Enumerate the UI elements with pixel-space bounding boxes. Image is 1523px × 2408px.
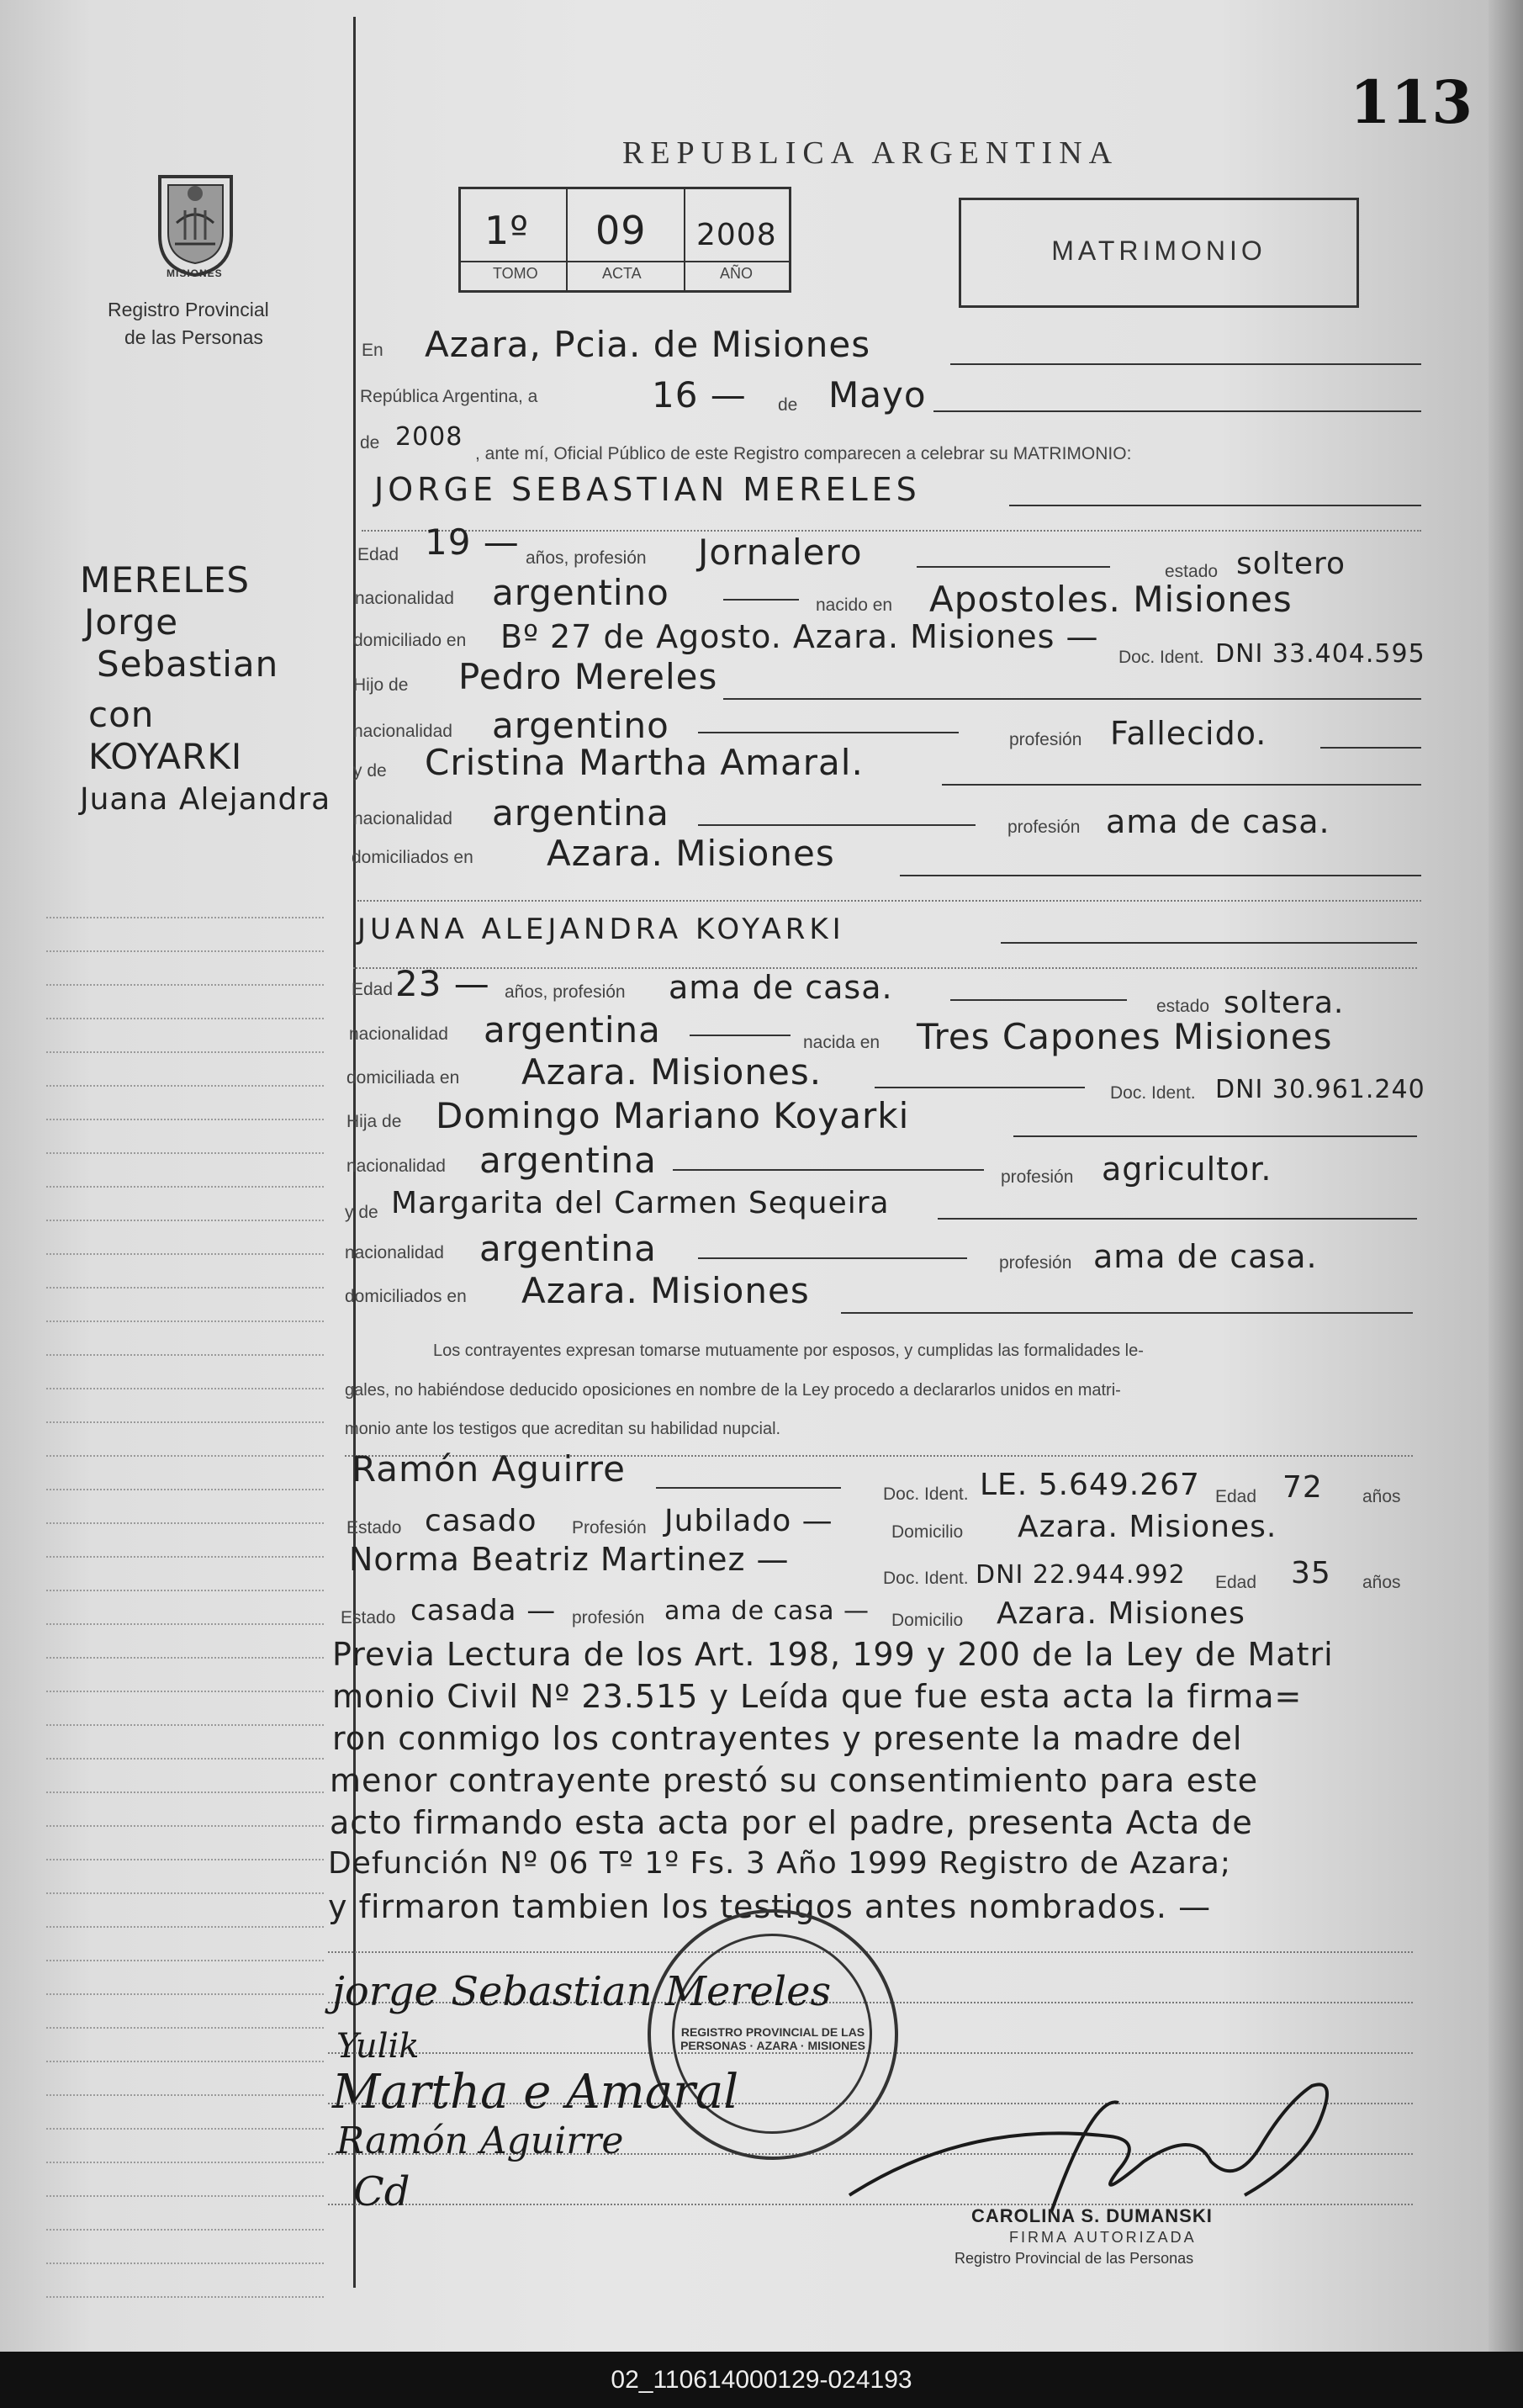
bride-nationality: argentina [484,1009,661,1051]
groom-mother-nac: argentina [492,792,669,834]
groom-dom-label: domiciliado en [353,631,467,650]
signature-witness-1: Ramón Aguirre [336,2120,624,2162]
groom-mother: Cristina Martha Amaral. [425,742,864,783]
bride-profession: ama de casa. [669,969,893,1006]
groom-mother-nac-label: nacionalidad [353,809,452,828]
witness-2-name: Norma Beatriz Martinez — [349,1541,790,1578]
record-type-box [959,198,1359,308]
tomo-acta-box [458,187,791,293]
notes-line-5: acto firmando esta acta por el padre, presenta Acta de [330,1804,1253,1841]
notes-line-4: menor contrayente prestó su consentimiento para este [330,1762,1259,1799]
en-label: En [362,341,383,360]
bride-parents-dom: Azara. Misiones [521,1270,810,1311]
groom-edad-label: Edad [357,545,399,564]
groom-hijo-label: Hijo de [353,675,409,695]
bride-mother-nac: argentina [479,1228,657,1269]
witness-1-age: 72 [1282,1470,1323,1505]
groom-father: Pedro Mereles [458,656,718,697]
bride-yde-label: y de [345,1203,378,1222]
place-value: Azara, Pcia. de Misiones [425,324,871,365]
witness-1-edad-label: Edad [1215,1487,1257,1506]
groom-mother-prof-label: profesión [1007,818,1081,837]
groom-domicile: Bº 27 de Agosto. Azara. Misiones — [500,618,1099,655]
groom-profession: Jornalero [698,532,863,573]
bride-doc: DNI 30.961.240 [1215,1075,1425,1104]
groom-name: JORGE SEBASTIAN MERELES [374,471,921,508]
bride-mother-prof: ama de casa. [1093,1238,1318,1275]
country-title: REPUBLICA ARGENTINA [622,135,1119,171]
registry-line-2: de las Personas [124,326,263,348]
bride-domicile: Azara. Misiones. [521,1051,822,1093]
witness-2-anos-label: años [1362,1573,1401,1592]
notes-line-2: monio Civil Nº 23.515 y Leída que fue esta acta la firma= [332,1678,1303,1715]
margin-note-5: KOYARKI [88,736,243,777]
official-registry: Registro Provincial de las Personas [955,2250,1194,2267]
margin-note-3: Sebastian [97,643,279,685]
groom-father-nac: argentino [492,705,669,746]
tomo-value: 1º [484,208,529,253]
witness-1-prof-label: Profesión [572,1518,647,1537]
witness-1-name: Ramón Aguirre [352,1448,626,1490]
margin-rule [353,17,356,2288]
republica-label: República Argentina, a [360,387,538,406]
witness-2-dom-label: Domicilio [891,1611,964,1630]
groom-nacido-label: nacido en [816,595,893,615]
witness-2-estado-label: Estado [341,1608,396,1627]
margin-note-2: Jorge [84,601,179,643]
signature-mother: Martha e Amaral [332,2065,739,2120]
signature-groom: jorge Sebastian Mereles [332,1968,832,2015]
bride-prof-label: años, profesión [505,982,626,1002]
groom-parents-dom: Azara. Misiones [547,833,835,874]
page-edge [1489,0,1523,2352]
witness-2-doc-label: Doc. Ident. [883,1569,969,1588]
bride-status: soltera. [1224,986,1345,1020]
acta-value: 09 [595,208,647,253]
notes-line-1: Previa Lectura de los Art. 198, 199 y 200 de la Ley de Matri [332,1636,1334,1673]
witness-2-edad-label: Edad [1215,1573,1257,1592]
notes-line-7: y firmaron tambien los testigos antes nombrados. — [328,1888,1212,1925]
seal-label: MISIONES [167,267,223,279]
bride-name: JUANA ALEJANDRA KOYARKI [357,913,845,946]
witness-2-age: 35 [1291,1556,1331,1590]
official-name: CAROLINA S. DUMANSKI [971,2205,1213,2226]
witness-2-status: casada — [410,1594,557,1627]
bride-father: Domingo Mariano Koyarki [436,1095,910,1136]
bride-father-nac: argentina [479,1140,657,1181]
bride-birthplace: Tres Capones Misiones [917,1016,1333,1057]
day-value: 16 — [652,374,747,415]
bride-hija-label: Hija de [346,1112,402,1131]
bride-dom-label: domiciliada en [346,1068,460,1088]
groom-status: soltero [1236,547,1346,581]
groom-age: 19 — [425,521,520,563]
groom-father-prof-label: profesión [1009,730,1082,749]
declaration-line-3: monio ante los testigos que acreditan su habilidad nupcial. [345,1420,781,1438]
groom-prof-label: años, profesión [526,548,647,568]
groom-doms-label: domiciliados en [352,848,473,867]
witness-2-profession: ama de casa — [664,1596,870,1626]
declaration-line-1: Los contrayentes expresan tomarse mutuamente por esposos, y cumplidas las formalidades le- [433,1342,1144,1360]
bride-edad-label: Edad [352,980,394,999]
margin-note-1: MERELES [80,559,251,601]
bride-father-nac-label: nacionalidad [346,1156,446,1176]
tomo-label: TOMO [493,265,538,282]
witness-1-doc-label: Doc. Ident. [883,1484,969,1504]
signature-bride: Yulik [336,2027,420,2066]
official-title: FIRMA AUTORIZADA [1009,2229,1197,2246]
witness-1-dom-label: Domicilio [891,1522,964,1542]
groom-yde-label: y de [353,761,387,781]
groom-nac-label: nacionalidad [355,589,454,608]
page-number: 113 [1350,67,1473,137]
witness-1-anos-label: años [1362,1487,1401,1506]
witness-1-profession: Jubilado — [664,1504,833,1538]
registry-line-1: Registro Provincial [108,299,269,320]
stamp-text: REGISTRO PROVINCIAL DE LAS PERSONAS · AZARA · MISIONES [680,2025,865,2052]
groom-father-nac-label: nacionalidad [353,722,452,741]
bride-father-prof-label: profesión [1001,1167,1074,1187]
witness-2-doc: DNI 22.944.992 [976,1560,1186,1590]
bride-age: 23 — [395,963,490,1004]
intro-text: , ante mí, Oficial Público de este Registro comparecen a celebrar su MATRIMONIO: [475,444,1132,463]
bride-mother-prof-label: profesión [999,1253,1072,1273]
month-value: Mayo [828,374,927,415]
witness-1-status: casado [425,1504,537,1538]
witness-1-domicile: Azara. Misiones. [1018,1510,1277,1544]
acta-label: ACTA [602,265,642,282]
notes-line-6: Defunción Nº 06 Tº 1º Fs. 3 Año 1999 Registro de Azara; [328,1846,1231,1881]
groom-birthplace: Apostoles. Misiones [929,579,1293,620]
signature-witness-2: Cd [353,2168,410,2215]
ano-label: AÑO [720,265,754,282]
groom-nationality: argentino [492,572,669,613]
witness-1-estado-label: Estado [346,1518,402,1537]
de-label: de [778,395,798,415]
bride-doms-label: domiciliados en [345,1287,467,1306]
groom-mother-prof: ama de casa. [1106,803,1330,840]
bride-nac-label: nacionalidad [349,1024,448,1044]
margin-note-4: con [88,694,155,735]
bride-nacida-label: nacida en [803,1033,880,1052]
bride-mother-nac-label: nacionalidad [345,1243,444,1262]
bride-doc-label: Doc. Ident. [1110,1083,1196,1103]
witness-2-prof-label: profesión [572,1608,645,1627]
de2-label: de [360,433,380,452]
ano-value: 2008 [696,218,777,252]
bride-estado-label: estado [1156,997,1210,1016]
notes-line-3: ron conmigo los contrayentes y presente la madre del [332,1720,1243,1757]
footer-id: 02_110614000129-024193 [0,2352,1523,2408]
groom-doc: DNI 33.404.595 [1215,639,1425,669]
groom-father-prof: Fallecido. [1110,715,1267,752]
bride-mother: Margarita del Carmen Sequeira [391,1186,890,1220]
groom-estado-label: estado [1165,562,1219,581]
declaration-line-2: gales, no habiéndose deducido oposiciones en nombre de la Ley procedo a declararlos unidos en matri- [345,1381,1121,1400]
registry-seal-icon [151,164,240,278]
record-type: MATRIMONIO [1051,236,1267,266]
groom-doc-label: Doc. Ident. [1118,648,1204,667]
year-value: 2008 [395,422,463,452]
witness-1-doc: LE. 5.649.267 [980,1468,1200,1502]
margin-note-6: Juana Alejandra [80,782,331,817]
bride-father-prof: agricultor. [1102,1151,1272,1188]
witness-2-domicile: Azara. Misiones [997,1596,1245,1631]
